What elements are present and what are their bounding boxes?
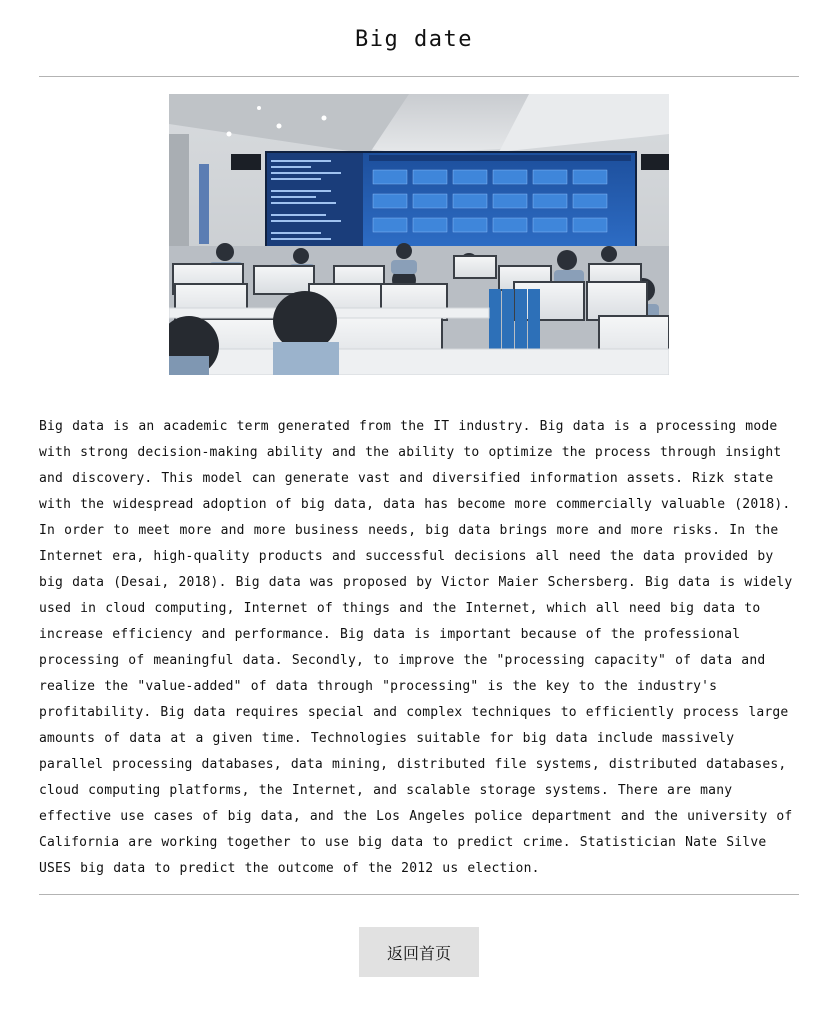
article-body: Big data is an academic term generated from the IT industry. Big data is a processing mode with strong decision-making ability and the ability to optimize the process through insight and discovery. This model can generate vast and diversified information assets. Rizk state with the widespread adoption of big data, data has become more commercially valuable (2018). In order to meet more and more business needs, big data brings more and more risks. In the Internet era, high-quality products and successful decisions all need the data provided by big data (Desai, 2018). Big data was proposed by Victor Maier Schersberg. Big data is widely used in cloud computing, Internet of things and the Internet, which all need big data to increase efficiency and performance. Big data is important because of the professional processing of meaningful data. Secondly, to improve the "processing capacity" of data and realize the "value-added" of data through "processing" is the key to the industry's profitability. Big data requires special and complex techniques to efficiently process large amounts of data at a given time. Technologies suitable for big data include massively parallel processing databases, data mining, distributed file systems, distributed databases, cloud computing platforms, the Internet, and scalable storage systems. There are many effective use cases of big data, and the Los Angeles police department and the university of California are working together to use big data to predict crime. Statistician Nate Silve USES big data to predict the outcome of the 2012 us election. [39,419,793,876]
hero-image [169,94,669,375]
page-title: Big date [355,27,473,52]
back-home-button[interactable]: 返回首页 [359,927,479,977]
top-divider [39,76,799,77]
bottom-divider [39,894,799,895]
